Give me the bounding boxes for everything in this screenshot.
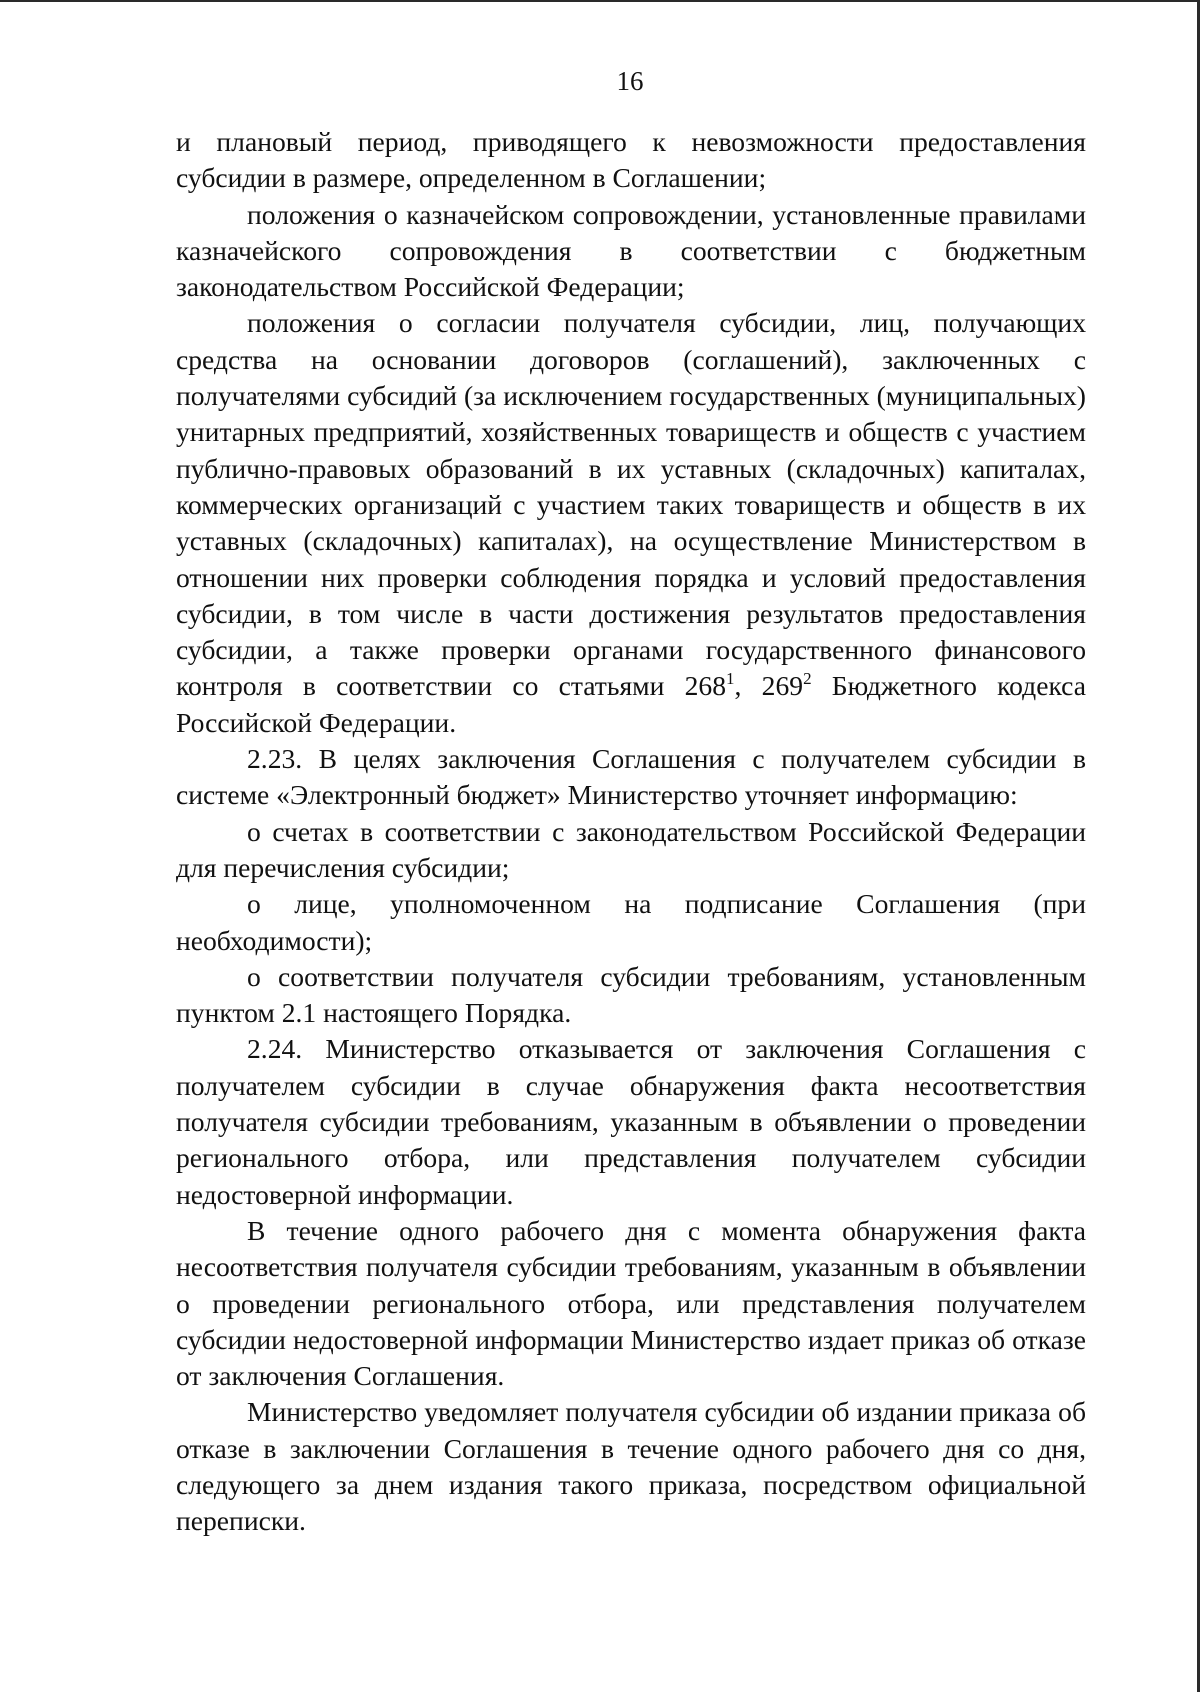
document-body [176,124,1086,1540]
paragraph: В течение одного рабочего дня с момента обнаружения факта несоответствия получателя субсидии требованиям, указанным в объявлении о проведении регионального отбора, или представления получателем субсидии недостоверной информации Министерство издает приказ об отказе от заключения Соглашения. [176,1214,1086,1392]
paragraph [176,305,1086,741]
footnote-superscript: 2 [803,669,812,689]
paragraph: и плановый период, приводящего к невозможности предоставления субсидии в размере, определенном в Соглашении; [176,126,1086,194]
paragraph: о лице, уполномоченном на подписание Соглашения (при необходимости); [176,888,1086,956]
footnote-superscript: 1 [726,669,735,689]
paragraph-text: положения о согласии получателя субсидии, лиц, получающих средства на основании договоров (соглашений), заключенных с получателями субсидий (за исключением государственных (муниципальных) унитарных предприятий, хозяйственных товариществ и обществ с участием публично-правовых образований в их уставных (складочных) капиталах, коммерческих организаций с участием таких товариществ и обществ в их уставных (складочных) капиталах), на осуществление Министерством в отношении них проверки соблюдения порядка и условий предоставления субсидии, в том числе в части достижения результатов предоставления субсидии, а также проверки органами государственного финансового контроля в соответствии со статьями 268 [176,307,1086,702]
paragraph: 2.23. В целях заключения Соглашения с получателем субсидии в системе «Электронный бюджет» Министерство уточняет информацию: [176,743,1086,811]
paragraph: Министерство уведомляет получателя субсидии об издании приказа об отказе в заключении Соглашения в течение одного рабочего дня со дня, следующего за днем издания такого приказа, посредством официальной переписки. [176,1396,1086,1537]
paragraph: о счетах в соответствии с законодательством Российской Федерации для перечисления субсидии; [176,815,1086,883]
paragraph: положения о казначейском сопровождении, установленные правилами казначейского сопровождения в соответствии с бюджетным законодательством Российской Федерации; [176,198,1086,303]
paragraph: 2.24. Министерство отказывается от заключения Соглашения с получателем субсидии в случае обнаружения факта несоответствия получателя субсидии требованиям, указанным в объявлении о проведении регионального отбора, или представления получателем субсидии недостоверной информации. [176,1033,1086,1210]
paragraph-text: Бюджетного кодекса Российской Федерации. [176,670,1086,738]
page-number: 16 [616,66,644,96]
paragraph: о соответствии получателя субсидии требованиям, установленным пунктом 2.1 настоящего Порядка. [176,960,1086,1029]
paragraph-text: , 269 [734,670,804,702]
